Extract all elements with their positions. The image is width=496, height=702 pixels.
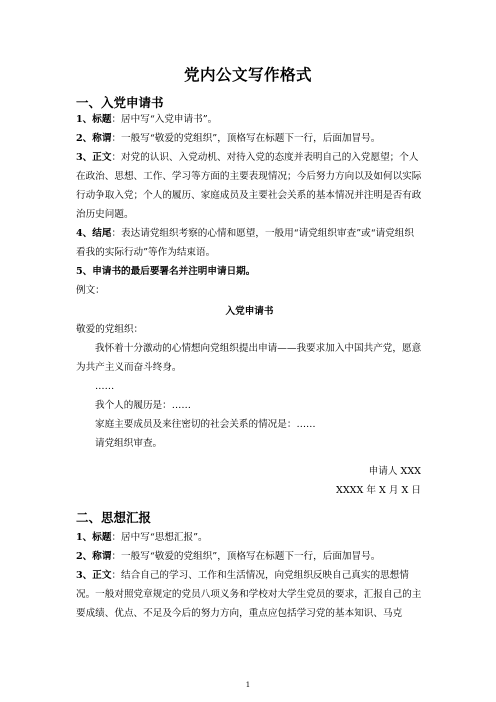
- example-family: 家庭主要成员及来往密切的社会关系的情况是：……: [95, 419, 316, 430]
- s2-item-body-label: 3、正文: [76, 570, 112, 581]
- s2-item-body-text: ：结合自己的学习、工作和生活情况，向党组织反映自己真实的思想情况。一般对照党章规定的党员八项义务和学校对大学生党员的要求，汇报自己的主要成绩、优点、不足及今后的努力方向，重点应包括学习党的基本知识、马克: [76, 570, 422, 619]
- s2-item-salutation: [76, 547, 423, 566]
- example-title: 入党申请书: [225, 306, 274, 317]
- s2-item-title: [76, 528, 423, 547]
- s1-item-salutation-label: 2、称谓: [76, 133, 112, 144]
- section-heading-report: 二、思想汇报: [76, 510, 152, 525]
- example-ellipsis: ……: [95, 381, 115, 392]
- s2-item-title-text: ：居中写“思想汇报”。: [111, 532, 208, 543]
- s1-item-title-label: 1、标题: [76, 114, 112, 125]
- example-label: 例文：: [76, 285, 105, 296]
- s1-item-title: [76, 110, 423, 129]
- section-heading-application: 一、入党申请书: [76, 95, 164, 110]
- s1-item-body: [76, 148, 423, 224]
- example-request: 请党组织审查。: [95, 438, 163, 449]
- document-title: 党内公文写作格式: [183, 65, 312, 84]
- s1-item-signature-note: 5、申请书的最后要署名并注明申请日期。: [76, 266, 256, 277]
- example-signature: 申请人 XXX: [368, 466, 421, 477]
- s1-item-salutation-text: ：一般写“敬爱的党组织”，顶格写在标题下一行，后面加冒号。: [111, 133, 381, 144]
- example-body: 我怀着十分激动的心情想向党组织提出申请——我要求加入中国共产党，愿意为共产主义而奋斗终身。: [76, 343, 422, 373]
- example-salutation: 敬爱的党组织：: [76, 324, 144, 335]
- example-resume: 我个人的履历是：……: [95, 400, 191, 411]
- s1-item-body-label: 3、正文: [76, 152, 112, 163]
- s1-item-title-text: ：居中写“入党申请书”。: [111, 114, 218, 125]
- page-number: 1: [245, 681, 251, 689]
- s1-item-ending-label: 4、结尾: [76, 228, 112, 239]
- s1-item-body-text: ：对党的认识、入党动机、对待入党的态度并表明自己的入党愿望；个人在政治、思想、工作、学习等方面的主要表现情况；今后努力方向以及如何以实际行动争取入党；个人的履历、家庭成员及主要社会关系的基本情况并注明是否有政治历史问题。: [76, 152, 422, 220]
- s2-item-body: [76, 566, 423, 623]
- s1-item-salutation: [76, 129, 423, 148]
- s2-item-salutation-text: ：一般写“敬爱的党组织”，顶格写在标题下一行，后面加冒号。: [111, 551, 381, 562]
- s2-item-salutation-label: 2、称谓: [76, 551, 112, 562]
- example-date: XXXX 年 X 月 X 日: [335, 485, 421, 496]
- s2-item-title-label: 1、标题: [76, 532, 112, 543]
- s1-item-ending: [76, 224, 423, 262]
- s1-item-ending-text: ：表达请党组织考察的心情和愿望，一般用“请党组织审查”或“请党组织看我的实际行动”等作为结束语。: [76, 228, 414, 258]
